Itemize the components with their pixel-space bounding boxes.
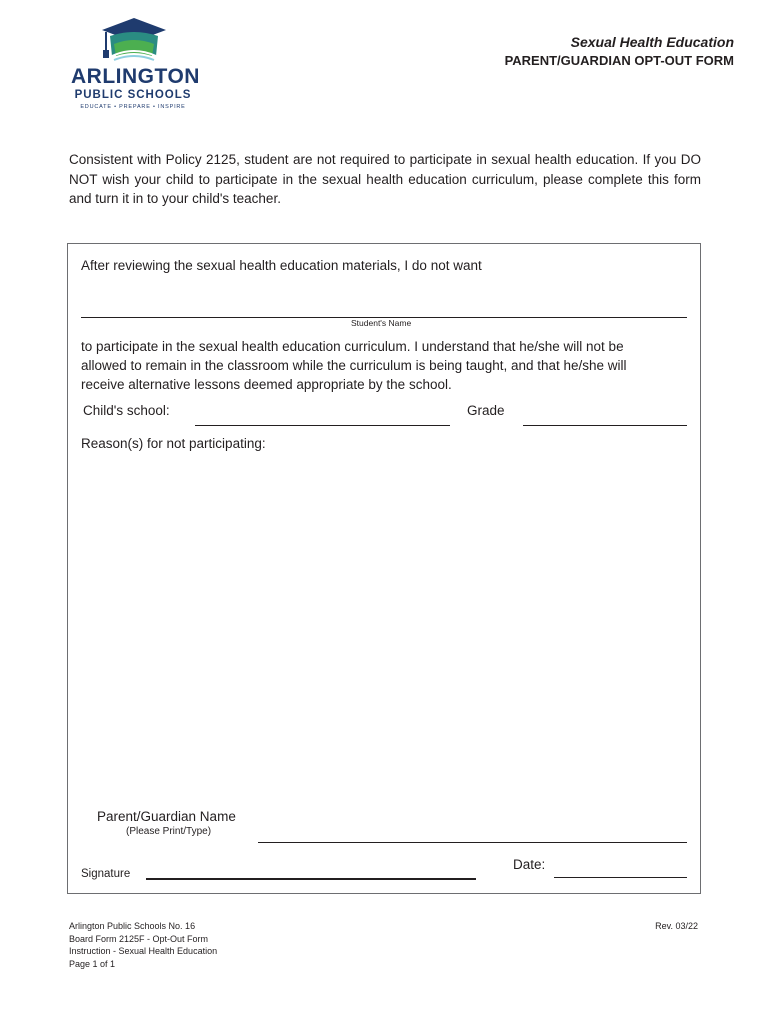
grade-field[interactable] [523,425,687,426]
footer-info [69,920,217,970]
logo-graduation-cap-icon [96,16,172,66]
logo-name: ARLINGTON [71,65,200,88]
footer-line-3: Instruction - Sexual Health Education [69,946,218,956]
date-label: Date: [513,857,546,872]
statement-start: After reviewing the sexual health education materials, I do not want [81,258,482,273]
footer-line-1: Arlington Public Schools No. 16 [69,921,196,931]
guardian-hint: (Please Print/Type) [126,826,212,837]
statement-line-2: allowed to remain in the classroom while the curriculum is being taught, and that he/she will [81,358,627,373]
footer-line-2: Board Form 2125F - Opt-Out Form [69,933,209,944]
reason-label: Reason(s) for not participating: [81,436,266,451]
document-subtitle: PARENT/GUARDIAN OPT-OUT FORM [504,53,734,68]
student-name-label: Student's Name [351,318,412,328]
statement-line-3: receive alternative lessons deemed appropriate by the school. [81,377,452,392]
guardian-name-field[interactable] [258,842,687,843]
signature-label: Signature [81,868,131,880]
logo-subname: PUBLIC SCHOOLS [74,89,192,101]
school-field[interactable] [195,425,450,426]
reason-area[interactable] [81,458,687,798]
intro-paragraph: Consistent with Policy 2125, student are not required to participate in sexual health education. If you DO NOT wish your child to participate in the sexual health education curriculum, please complete this form and turn it in to your child's teacher. [69,152,701,206]
logo-tagline: EDUCATE • PREPARE • INSPIRE [80,104,186,110]
footer-revision: Rev. 03/22 [655,921,698,931]
footer-line-4: Page 1 of 1 [69,958,116,969]
date-field[interactable] [554,877,687,878]
document-title: Sexual Health Education [570,34,734,50]
guardian-label: Parent/Guardian Name [97,809,236,824]
statement-line-1: to participate in the sexual health education curriculum. I understand that he/she will not be [81,339,624,354]
school-label: Child's school: [83,403,170,418]
signature-field[interactable] [146,878,476,880]
grade-label: Grade [467,403,505,418]
